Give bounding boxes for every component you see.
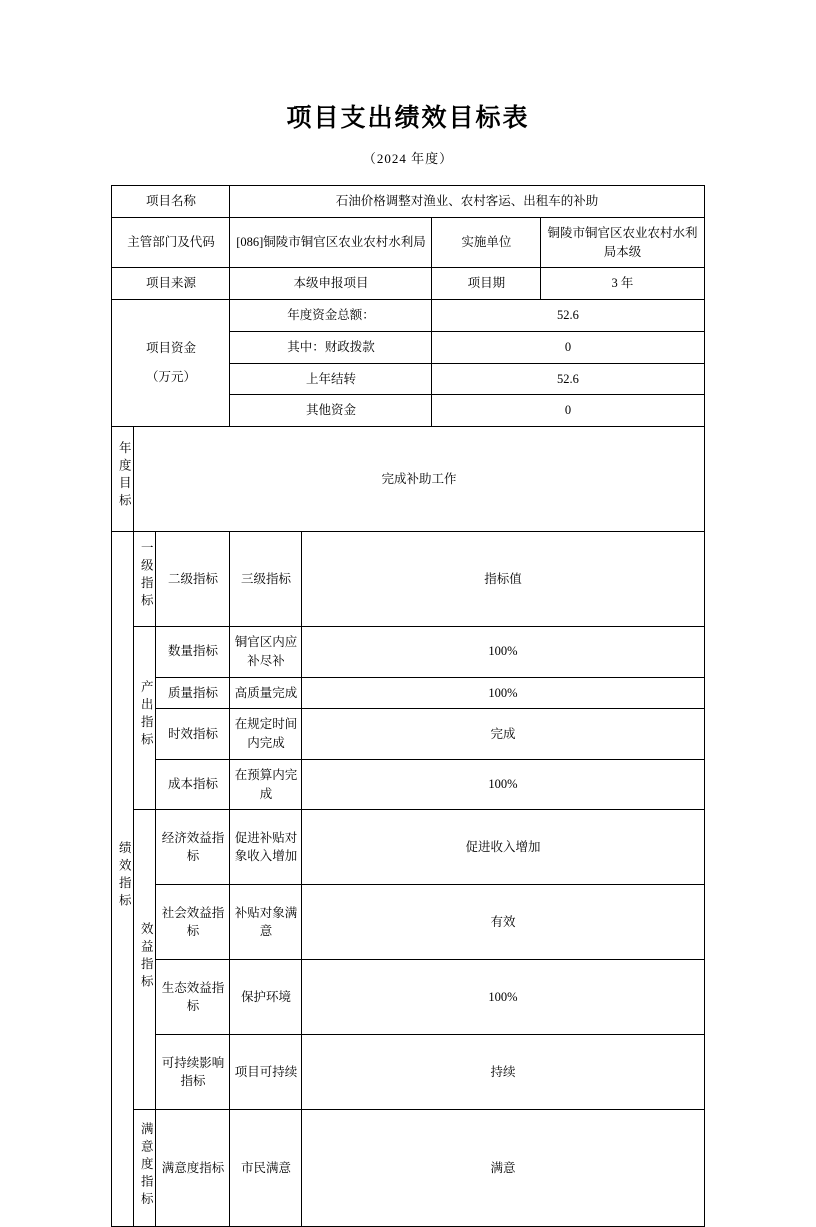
indicator-level3: 补贴对象满意 xyxy=(230,885,302,960)
table-row xyxy=(112,1110,704,1227)
indicator-level2: 生态效益指标 xyxy=(156,960,230,1035)
group-label-output xyxy=(134,627,156,810)
table-row-source xyxy=(112,268,704,300)
funds-row-value: 52.6 xyxy=(432,300,704,332)
source-value: 本级申报项目 xyxy=(230,268,432,300)
period-cell xyxy=(432,268,704,300)
table-row-department xyxy=(112,217,704,268)
group-label-output-text: 产出指标 xyxy=(139,680,154,751)
table-row-indicator-header xyxy=(112,532,704,627)
page-subtitle: （2024 年度） xyxy=(362,151,454,166)
table-row xyxy=(112,709,704,760)
table-row xyxy=(112,1035,704,1110)
indicator-level2-header: 二级指标 xyxy=(156,532,230,627)
project-name-label: 项目名称 xyxy=(112,186,230,218)
indicator-level3: 铜官区内应补尽补 xyxy=(230,627,302,678)
implementer-value: 铜陵市铜官区农业农村水利局本级 xyxy=(547,225,698,259)
indicator-level2: 质量指标 xyxy=(156,677,230,709)
indicator-value-header: 指标值 xyxy=(302,532,704,627)
indicator-level2: 社会效益指标 xyxy=(156,885,230,960)
indicator-level2: 满意度指标 xyxy=(156,1110,230,1227)
page-title: 项目支出绩效目标表 xyxy=(286,104,530,132)
funds-label xyxy=(112,300,230,427)
annual-goal-value: 完成补助工作 xyxy=(134,427,704,532)
performance-side-label xyxy=(112,532,134,1227)
department-label: 主管部门及代码 xyxy=(112,217,230,268)
indicator-value: 100% xyxy=(302,627,704,678)
performance-target-table xyxy=(111,185,704,1227)
indicator-value: 100% xyxy=(302,677,704,709)
indicator-level2: 成本指标 xyxy=(156,759,230,810)
implementer-cell xyxy=(432,217,704,268)
table-row xyxy=(112,885,704,960)
group-label-benefit-text: 效益指标 xyxy=(139,921,154,992)
table-row xyxy=(112,627,704,678)
source-label: 项目来源 xyxy=(112,268,230,300)
indicator-level3: 促进补贴对象收入增加 xyxy=(230,810,302,885)
funds-row-label: 其他资金 xyxy=(230,395,432,427)
indicator-level2: 经济效益指标 xyxy=(156,810,230,885)
performance-side-label-text: 绩效指标 xyxy=(117,841,132,912)
indicator-level1-header-text: 一级指标 xyxy=(139,541,154,612)
indicator-value: 促进收入增加 xyxy=(302,810,704,885)
annual-goal-label-text: 年度目标 xyxy=(117,441,132,512)
indicator-level2: 数量指标 xyxy=(156,627,230,678)
indicator-value: 完成 xyxy=(302,709,704,760)
table-row-project-name xyxy=(112,186,704,218)
indicator-level3-header: 三级指标 xyxy=(230,532,302,627)
group-label-satisfaction-text: 满意度指标 xyxy=(139,1121,154,1210)
period-value: 3 年 xyxy=(611,276,634,291)
table-row xyxy=(112,810,704,885)
period-label: 项目期 xyxy=(432,268,540,299)
document-page xyxy=(0,98,816,1210)
annual-goal-label xyxy=(112,427,134,532)
implementer-label: 实施单位 xyxy=(432,218,540,268)
project-name-value: 石油价格调整对渔业、农村客运、出租车的补助 xyxy=(230,186,704,218)
group-label-satisfaction xyxy=(134,1110,156,1227)
funds-row-value: 52.6 xyxy=(432,363,704,395)
table-row xyxy=(112,960,704,1035)
funds-row-label: 上年结转 xyxy=(230,363,432,395)
indicator-level3: 高质量完成 xyxy=(230,677,302,709)
funds-row-label: 其中：财政拨款 xyxy=(230,331,432,363)
funds-row-value: 0 xyxy=(432,331,704,363)
indicator-value: 有效 xyxy=(302,885,704,960)
group-label-benefit xyxy=(134,810,156,1110)
indicator-level2: 可持续影响指标 xyxy=(156,1035,230,1110)
indicator-level3: 市民满意 xyxy=(230,1110,302,1227)
indicator-value: 持续 xyxy=(302,1035,704,1110)
indicator-value: 100% xyxy=(302,759,704,810)
indicator-value: 100% xyxy=(302,960,704,1035)
table-row-funds-total xyxy=(112,300,704,332)
funds-unit-text: （万元） xyxy=(145,370,196,384)
indicator-level3: 在规定时间内完成 xyxy=(230,709,302,760)
indicator-level2: 时效指标 xyxy=(156,709,230,760)
indicator-level1-header xyxy=(134,532,156,627)
indicator-level3: 在预算内完成 xyxy=(230,759,302,810)
funds-row-label: 年度资金总额： xyxy=(230,300,432,332)
table-row-annual-goal xyxy=(112,427,704,532)
table-row xyxy=(112,677,704,709)
table-row xyxy=(112,759,704,810)
funds-label-text: 项目资金 xyxy=(145,341,196,356)
indicator-level3: 项目可持续 xyxy=(230,1035,302,1110)
department-value: [086]铜陵市铜官区农业农村水利局 xyxy=(230,217,432,268)
indicator-value: 满意 xyxy=(302,1110,704,1227)
funds-row-value: 0 xyxy=(432,395,704,427)
indicator-level3: 保护环境 xyxy=(230,960,302,1035)
